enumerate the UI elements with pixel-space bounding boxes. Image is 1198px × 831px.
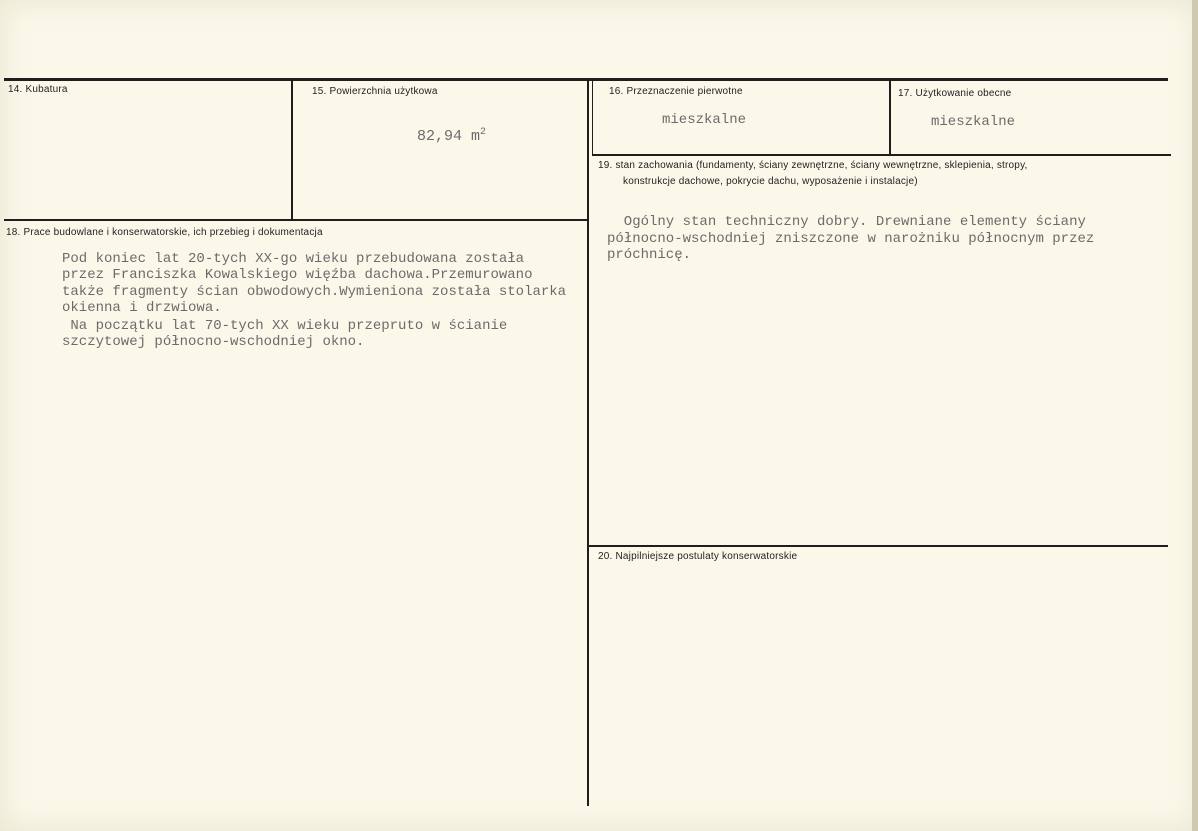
field-18-line: także fragmenty ścian obwodowych.Wymieniona została stolarka	[62, 284, 567, 300]
rule-left-mid	[4, 219, 589, 221]
field-15-label: 15. Powierzchnia użytkowa	[312, 86, 438, 97]
area-value: 82,94 m	[417, 127, 481, 145]
field-17-value: mieszkalne	[931, 114, 1016, 130]
field-19-line: północno-wschodniej zniszczone w narożniku północnym przez	[607, 231, 1095, 247]
field-16-value: mieszkalne	[662, 112, 747, 128]
field-15-value	[381, 108, 486, 162]
field-19-label-line2: konstrukcje dachowe, pokrycie dachu, wyposażenie i instalacje)	[623, 176, 918, 187]
rule-right-upper	[592, 154, 1171, 156]
divider-16-17	[889, 80, 891, 155]
field-18-line: Na początku lat 70-tych XX wieku przepruto w ścianie	[62, 318, 508, 334]
field-16-label: 16. Przeznaczenie pierwotne	[609, 86, 743, 97]
field-18-line: Pod koniec lat 20-tych XX-go wieku przebudowana została	[62, 251, 525, 267]
field-20-label: 20. Najpilniejsze postulaty konserwatorskie	[598, 551, 798, 562]
card-edge	[1192, 0, 1198, 831]
top-rule	[4, 78, 1168, 81]
field-19-label-line1: 19. stan zachowania (fundamenty, ściany zewnętrzne, ściany wewnętrzne, sklepienia, stropy,	[598, 160, 1028, 171]
field-18-line: szczytowej północno-wschodniej okno.	[62, 334, 365, 350]
area-exponent: 2	[480, 126, 487, 138]
divider-16-left	[592, 80, 593, 156]
rule-right-lower	[588, 545, 1168, 547]
field-17-label: 17. Użytkowanie obecne	[898, 88, 1012, 99]
field-19-line: próchnicę.	[607, 247, 692, 263]
divider-main	[587, 80, 589, 806]
field-14-label: 14. Kubatura	[8, 84, 68, 95]
field-18-line: przez Franciszka Kowalskiego więźba dachowa.Przemurowano	[62, 267, 533, 283]
field-18-label: 18. Prace budowlane i konserwatorskie, ich przebieg i dokumentacja	[6, 227, 323, 238]
field-18-line: okienna i drzwiowa.	[62, 300, 222, 316]
divider-14-15	[291, 80, 293, 220]
field-19-line: Ogólny stan techniczny dobry. Drewniane elementy ściany	[607, 214, 1086, 230]
